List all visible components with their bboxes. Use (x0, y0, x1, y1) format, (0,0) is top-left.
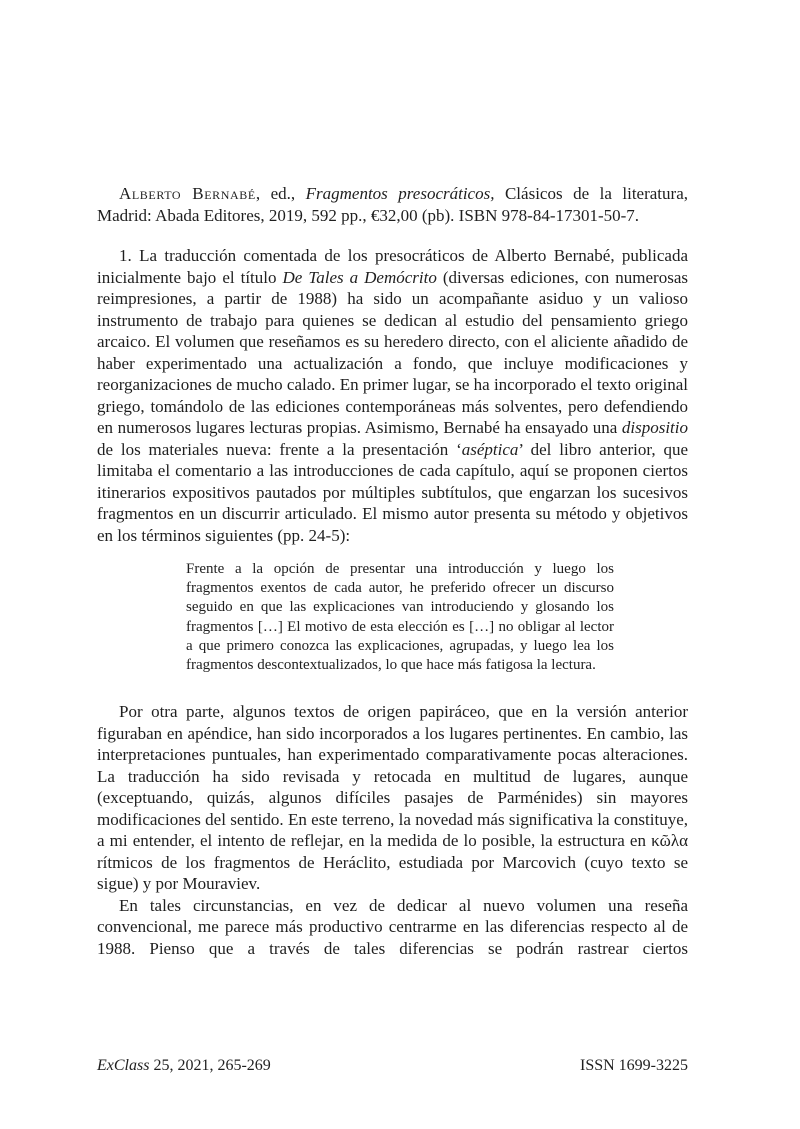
paragraph-changes (97, 701, 688, 895)
text-segment: , ed., (255, 184, 306, 203)
journal-citation (97, 1056, 271, 1076)
text-segment: (diversas ediciones, con numerosas reimpresiones, a partir de 1988) ha sido un acompañante asiduo y un valioso instrumento de trabajo para quienes se dedican al estudio del pensamiento griego arcaico. El volumen que reseñamos es su heredero directo, con el aliciente añadido de haber experimentado una actualización a fondo, que incluye modificaciones y reorganizaciones de mucho calado. En primer lugar, se ha incorporado el texto original griego, tomándolo de las ediciones contemporáneas más solventes, pero defendiendo en numerosos lugares lecturas propias. Asimismo, Bernabé ha ensayado una (97, 267, 688, 437)
text-segment: aséptica (461, 439, 519, 459)
text-segment: ExClass (97, 1057, 150, 1074)
text-segment: De Tales a Demócrito (282, 267, 437, 287)
review-heading (97, 183, 688, 226)
text-segment: 1. La traducción comentada de los presocráticos de Alberto Bernabé, publicada inicialmente bajo el título (97, 246, 688, 287)
text-segment: Clásicos de la literatura, Madrid: Abada Editores, 2019, 592 pp., €32,00 (pb). ISBN 978-84-17301-50-7. (97, 184, 688, 225)
text-segment: Frente a la opción de presentar una introducción y luego los fragmentos exentos de cada autor, he preferido ofrecer un discurso seguido en que las explicaciones van introduciendo y glosando los fragmentos […] El motivo de esta elección es […] no obligar al lector a que primero conozca las explicaciones, agrupadas, y luego lea los fragmentos descontextualizados, lo que hace más fatigosa la lectura. (186, 561, 614, 674)
paragraph-introduction (97, 245, 688, 546)
text-segment: Por otra parte, algunos textos de origen papiráceo, que en la versión anterior figuraban en apéndice, han sido incorporados a los lugares pertinentes. En cambio, las interpretaciones puntuales, han experimentado comparativamente pocas alteraciones. La traducción ha sido revisada y retocada en multitud de lugares, aunque (exceptuando, quizás, algunos difíciles pasajes de Parménides) sin mayores modificaciones del sentido. En este terreno, la novedad más significativa la constituye, a mi entender, el intento de reflejar, en la medida de lo posible, la estructura en κῶλα rítmicos de los fragmentos de Heráclito, estudiada por Marcovich (cuyo texto se sigue) y por Mouraviev. (97, 702, 688, 894)
text-segment: En tales circunstancias, en vez de dedicar al nuevo volumen una reseña convencional, me parece más productivo centrarme en las diferencias respecto al de 1988. Pienso que a través de tales diferencias se podrán rastrear ciertos (97, 895, 688, 958)
paragraph-approach (97, 895, 688, 960)
text-segment: de los materiales nueva: frente a la presentación ‘ (97, 439, 462, 459)
text-segment: ’ del libro anterior, que limitaba el comentario a las introducciones de cada capítulo, aquí se proponen ciertos itinerarios expositivos pautados por múltiples subtítulos, que engarzan los sucesivos fragmentos en un discurrir articulado. El mismo autor presenta su método y objetivos en los términos siguientes (pp. 24-5): (97, 439, 688, 545)
text-segment: dispositio (621, 418, 688, 437)
text-segment: 25, 2021, 265-269 (149, 1057, 271, 1074)
text-segment: Fragmentos presocráticos, (305, 184, 495, 203)
issn-number: ISSN 1699-3225 (579, 1057, 688, 1074)
page-footer (97, 1056, 688, 1076)
author-block-quote (186, 560, 614, 675)
review-body (97, 183, 688, 959)
text-segment: Alberto Bernabé (119, 184, 256, 203)
